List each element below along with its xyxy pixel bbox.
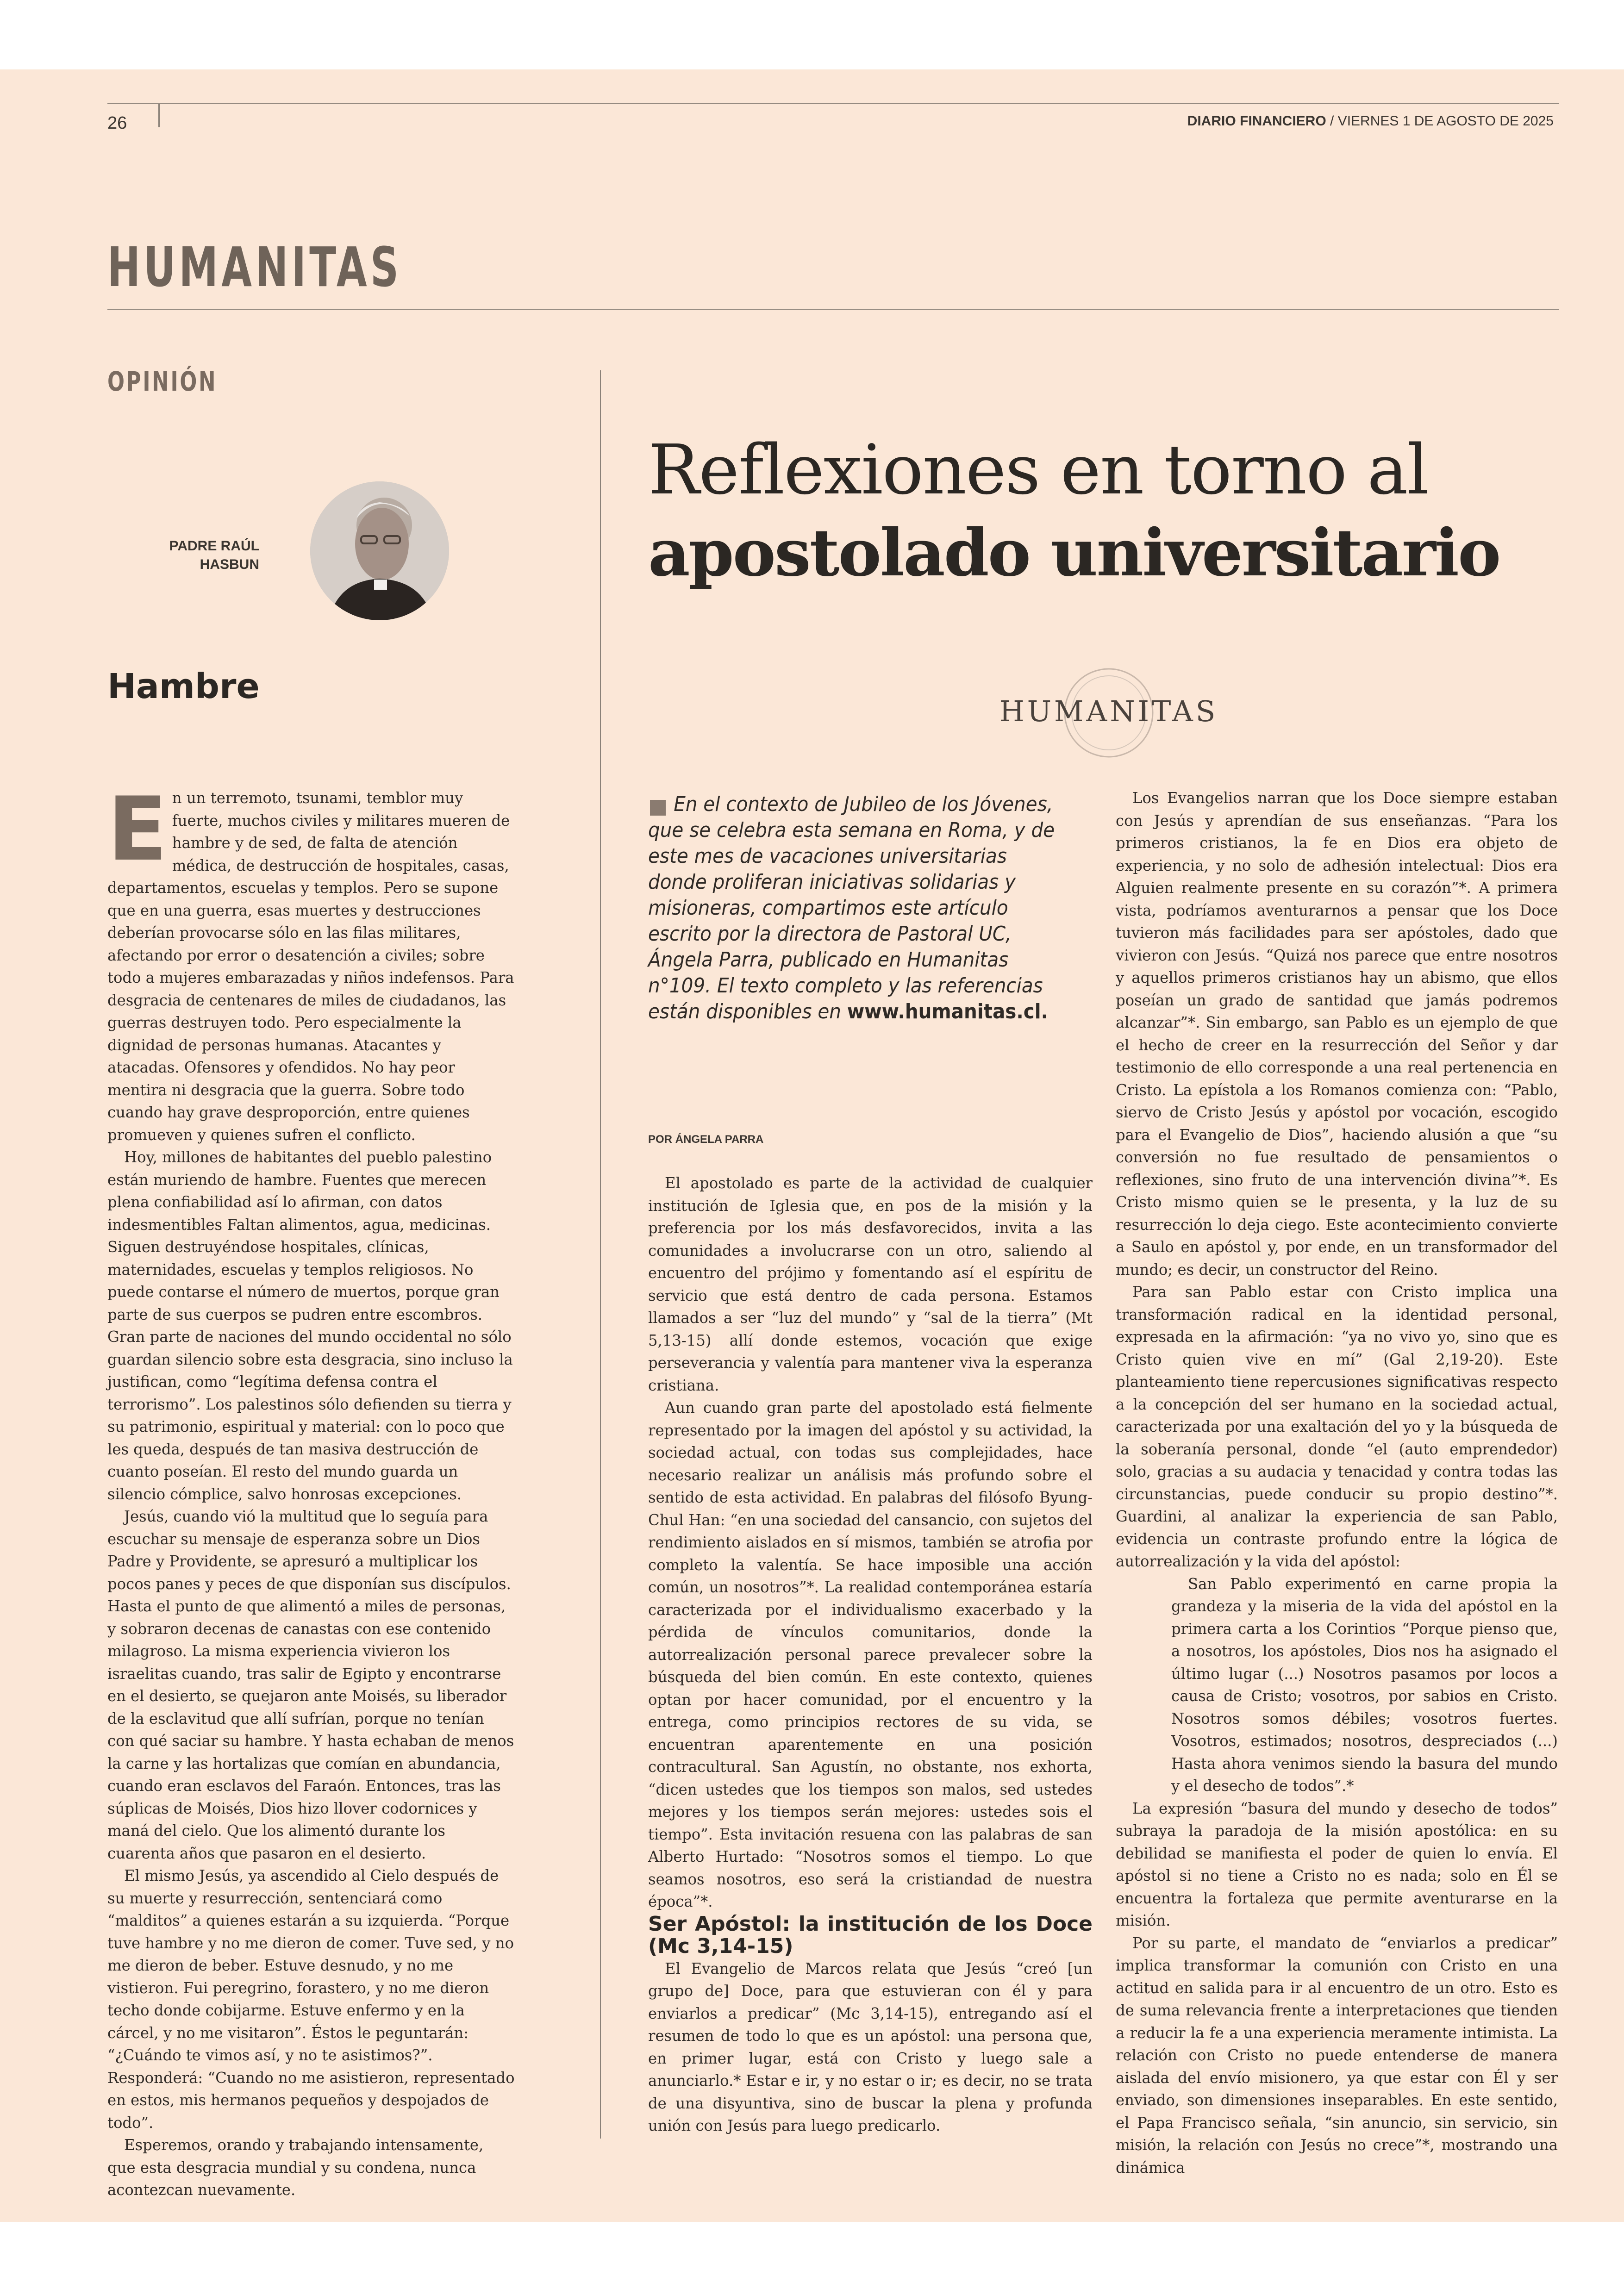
headline-line-1: Reflexiones en torno al <box>648 430 1428 510</box>
article-column-1 <box>648 1172 1093 2137</box>
byline: POR ÁNGELA PARRA <box>648 1133 764 1146</box>
paragraph <box>107 778 515 1146</box>
top-rule <box>107 103 1559 104</box>
paragraph: Aun cuando gran parte del apostolado está fielmente representado por la imagen del apóstol y su actividad, la sociedad actual, con todas sus complejidades, hace necesario realizar un análisis más profundo sobre el sentido de esta actividad. En palabras del filósofo Byung-Chul Han: “en una sociedad del cansancio, con sujetos del rendimiento aislados en sí mismos, también se atrofia por completo la valentía. Se hace imposible una acción común, un nosotros”*. La realidad contemporánea estaría caracterizada por el individualismo exacerbado y la pérdida de vínculos comunitarios, donde la autorrealización personal parece prevalecer sobre la búsqueda del bien común. En este contexto, quienes optan por hacer comunidad, por el encuentro y la entrega, como principios rectores de su vida, se encuentran aparentemente en una posición contracultural. San Agustín, no obstante, nos exhorta, “dicen ustedes que los tiempos son malos, sed ustedes mejores y los tiempos serán mejores: ustedes sois el tiempo”. Esta invitación resuena con las palabras de san Alberto Hurtado: “Nosotros somos el tiempo. Lo que seamos nosotros, eso será la cristiandad de nuestra época”*. <box>648 1399 1093 1910</box>
block-quote: San Pablo experimentó en carne propia la grandeza y la miseria de la vida del apóstol en la primera carta a los Corintios “Porque pienso que, a nosotros, los apóstoles, Dios nos ha asignado el último lugar (...) Nosotros pasamos por locos a causa de Cristo; vosotros, por sabios en Cristo. Nosotros somos débiles; vosotros fuertes. Vosotros, estimados; nosotros, despreciados (...) Hasta ahora venimos siendo la basura del mundo y el desecho de todos”.* <box>1171 1575 1558 1795</box>
paragraph: Hoy, millones de habitantes del pueblo palestino están muriendo de hambre. Fuentes que merecen plena confiabilidad así lo afirman, con datos indesmentibles Faltan alimentos, agua, medicinas. Siguen destruyéndose hospitales, clínicas, maternidades, escuelas y templos religiosos. No puede contarse el número de muertos, porque gran parte de sus cuerpos se pudren entre escombros. Gran parte de naciones del mundo occidental no sólo guardan silencio sobre esta desgracia, sino incluso la justifican, como “legítima defensa contra el terrorismo”. Los palestinos sólo defienden su tierra y su patrimonio, espiritual y material: con lo poco que les queda, después de tan masiva destrucción de cuanto poseían. El resto del mundo guarda un silencio cómplice, salvo honrosas excepciones. <box>107 1148 513 1503</box>
subheading: Ser Apóstol: la institución de los Doce (Mc 3,14-15) <box>648 1912 1093 1958</box>
opinion-title: Hambre <box>107 667 260 706</box>
dek-text: En el contexto de Jubileo de los Jóvenes, que se celebra esta semana en Roma, y de este mes de vacaciones universitarias donde proliferan iniciativas solidarias y misioneras, compartimos este artículo escrito por la directora de Pastoral UC, Ángela Parra, publicado en Humanitas n°109. El texto completo y las referencias están disponibles en <box>648 792 1055 1023</box>
paragraph: Jesús, cuando vió la multitud que lo seguía para escuchar su mensaje de esperanza sobre un Dios Padre y Providente, se apresuró a multiplicar los pocos panes y peces de que disponían sus discípulos. Hasta el punto de que alimentó a miles de personas, y sobraron decenas de canastas con ese contenido milagroso. La misma experiencia vivieron los israelitas cuando, tras salir de Egipto y encontrarse en el desierto, se quejaron ante Moisés, su liberador de la esclavitud que allí sufrían, porque no tenían con qué saciar su hambre. Y hasta echaban de menos la carne y las hortalizas que comían en abundancia, cuando eran esclavos del Faraón. Entonces, tras las súplicas de Moisés, Dios hizo llover codornices y maná del cielo. Que los alimentó durante los cuarenta años que pasaron en el desierto. <box>107 1508 514 1862</box>
paragraph: Esperemos, orando y trabajando intensamente, que esta desgracia mundial y su condena, nunca acontezcan nuevamente. <box>107 2136 484 2199</box>
paragraph: Por su parte, el mandato de “enviarlos a predicar” implica transformar la comunión con Cristo en una actitud en salida para ir al encuentro de un otro. Esto es de suma relevancia frente a interpretaciones que tienden a reducir la fe a una experiencia meramente intimista. La relación con Cristo no puede entenderse de manera aislada del envío misionero, ya que estar con Él y ser enviado, son dimensiones inseparables. En este sentido, el Papa Francisco señala, “sin anuncio, sin servicio, sin misión, la relación con Jesús no crece”*, mostrando una dinámica <box>1116 1934 1558 2177</box>
masthead <box>1187 113 1554 129</box>
page-number: 26 <box>107 113 127 133</box>
logo-text: HUMANITAS <box>999 694 1218 728</box>
column-divider <box>600 370 601 2139</box>
paragraph: La expresión “basura del mundo y desecho de todos” subraya la paradoja de la misión apostólica: en su debilidad se manifiesta el poder de quien lo envía. El apóstol si no tiene a Cristo no es nada; solo en Él se encuentra la fortaleza que permite aventurarse en la misión. <box>1116 1799 1558 1929</box>
paragraph: Los Evangelios narran que los Doce siempre estaban con Jesús y aprendían de sus enseñanzas. “Para los primeros cristianos, la fe en Dios era objeto de experiencia, y no solo de adhesión intelectual: Dios era Alguien realmente presente en su corazón”*. A primera vista, podríamos aventurarnos a pensar que los Doce tuvieron más facilidades para ser apóstoles, dado que vivieron con Jesús. “Quizá nos parece que entre nosotros y aquellos primeros cristianos hay un abismo, que ellos poseían un grado de santidad que jamás podremos alcanzar”*. Sin embargo, san Pablo es un ejemplo de que el hecho de creer en la resurrección del Señor y dar testimonio de ello corresponde a una real pertenencia en Cristo. La epístola a los Romanos comienza con: “Pablo, siervo de Cristo Jesús y apóstol por vocación, escogido para el Evangelio de Dios”, haciendo alusión a que “su conversión no fue resultado de pensamientos o reflexiones, sino fruto de una intervención divina”*. Es Cristo mismo quien se le presenta, y la luz de su resurrección lo deja ciego. Este acontecimiento convierte a Saulo en apóstol y, por ende, en un transformador del mundo; es decir, un constructor del Reino. <box>1116 789 1558 1278</box>
opinion-label: OPINIÓN <box>107 366 218 397</box>
paragraph: El Evangelio de Marcos relata que Jesús “creó [un grupo de] Doce, para que estuvieran con él y para enviarlos a predicar” (Mc 3,14-15), entregando así el resumen de todo lo que es un apóstol: una persona que, en primer lugar, está con Cristo y luego sale a anunciarlo.* Estar e ir, y no estar o ir; es decir, no se trata de una disyuntiva, sino de buscar la plena y profunda unión con Jesús para luego predicarlo. <box>648 1959 1093 2134</box>
author-name <box>120 537 259 574</box>
author-avatar <box>310 481 449 620</box>
publication-date: / VIERNES 1 DE AGOSTO DE 2025 <box>1330 113 1554 129</box>
opinion-body <box>107 778 515 2201</box>
article-column-2 <box>1116 787 1558 2179</box>
author-first-line: PADRE RAÚL <box>169 538 259 554</box>
paragraph: Para san Pablo estar con Cristo implica una transformación radical en la identidad personal, expresada en la afirmación: “ya no vivo yo, sino que es Cristo quien vive en mí” (Gal 2,19-20). Este planteamiento tiene repercusiones significativas respecto a la concepción del ser humano en la sociedad actual, caracterizada por una exaltación del yo y la búsqueda de la soberanía personal, donde “el (auto emprendedor) solo, gracias a su audacia y tenacidad y contra todas las circunstancias, puede conducir su propio destino”*. Guardini, al analizar la experiencia de san Pablo, evidencia un contraste profundo entre la lógica de autorrealización y la vida del apóstol: <box>1116 1283 1558 1570</box>
author-last-line: HASBUN <box>200 557 259 572</box>
paragraph: El apostolado es parte de la actividad de cualquier institución de Iglesia que, en pos de la misión y la preferencia por los más desfavorecidos, invita a las comunidades a involucrarse con un otro, saliendo al encuentro del prójimo y fomentando así el espíritu de servicio que está dentro de cada persona. Estamos llamados a ser “luz del mundo” y “sal de la tierra” (Mt 5,13-15) allí donde estemos, vocación que exige perseverancia y valentía para mantener viva la esperanza cristiana. <box>648 1174 1093 1394</box>
headline-line-2: apostolado universitario <box>648 515 1500 591</box>
humanitas-logo <box>993 662 1224 768</box>
paragraph-text: n un terremoto, tsunami, temblor muy fuerte, muchos civiles y militares mueren de hambre y de sed, de falta de atención médica, de destrucción de hospitales, casas, departamentos, escuelas y templos. Pero se supone que en una guerra, esas muertes y destrucciones deberían provocarse sólo en las filas militares, afectando por error o desatención a civiles; sobre todo a mujeres embarazadas y niños indefensos. Para desgracia de centenares de miles de ciudadanos, las guerras destruyen todo. Pero especialmente la dignidad de personas humanas. Atacantes y atacadas. Ofensores y ofendidos. No hay peor mentira ni desgracia que la guerra. Sobre todo cuando hay grave desproporción, entre quienes promueven y quienes sufren el conflicto. <box>107 789 514 1144</box>
publication-name: DIARIO FINANCIERO <box>1187 113 1326 129</box>
header-divider <box>158 104 160 127</box>
section-rule <box>107 309 1559 310</box>
dek-link[interactable]: www.humanitas.cl. <box>847 1000 1049 1023</box>
section-title: HUMANITAS <box>107 235 402 299</box>
paragraph: El mismo Jesús, ya ascendido al Cielo después de su muerte y resurrección, sentenciará como “malditos” a quienes estarán a su izquierda. “Porque tuve hambre y no me dieron de comer. Tuve sed, y no me dieron de beber. Estuve desnudo, y no me vistieron. Fui peregrino, forastero, y no me dieron techo donde cobijarme. Estuve enfermo y en la cárcel, y no me visitaron”. Éstos le peguntarán: “¿Cuándo te vimos así, y no te asistimos?”. Responderá: “Cuando no me asistieron, representado en estos, mis hermanos pequeños y despojados de todo”. <box>107 1867 515 2132</box>
author-portrait-icon <box>310 481 449 620</box>
article-dek <box>648 792 1057 1025</box>
drop-cap: E <box>107 778 168 880</box>
